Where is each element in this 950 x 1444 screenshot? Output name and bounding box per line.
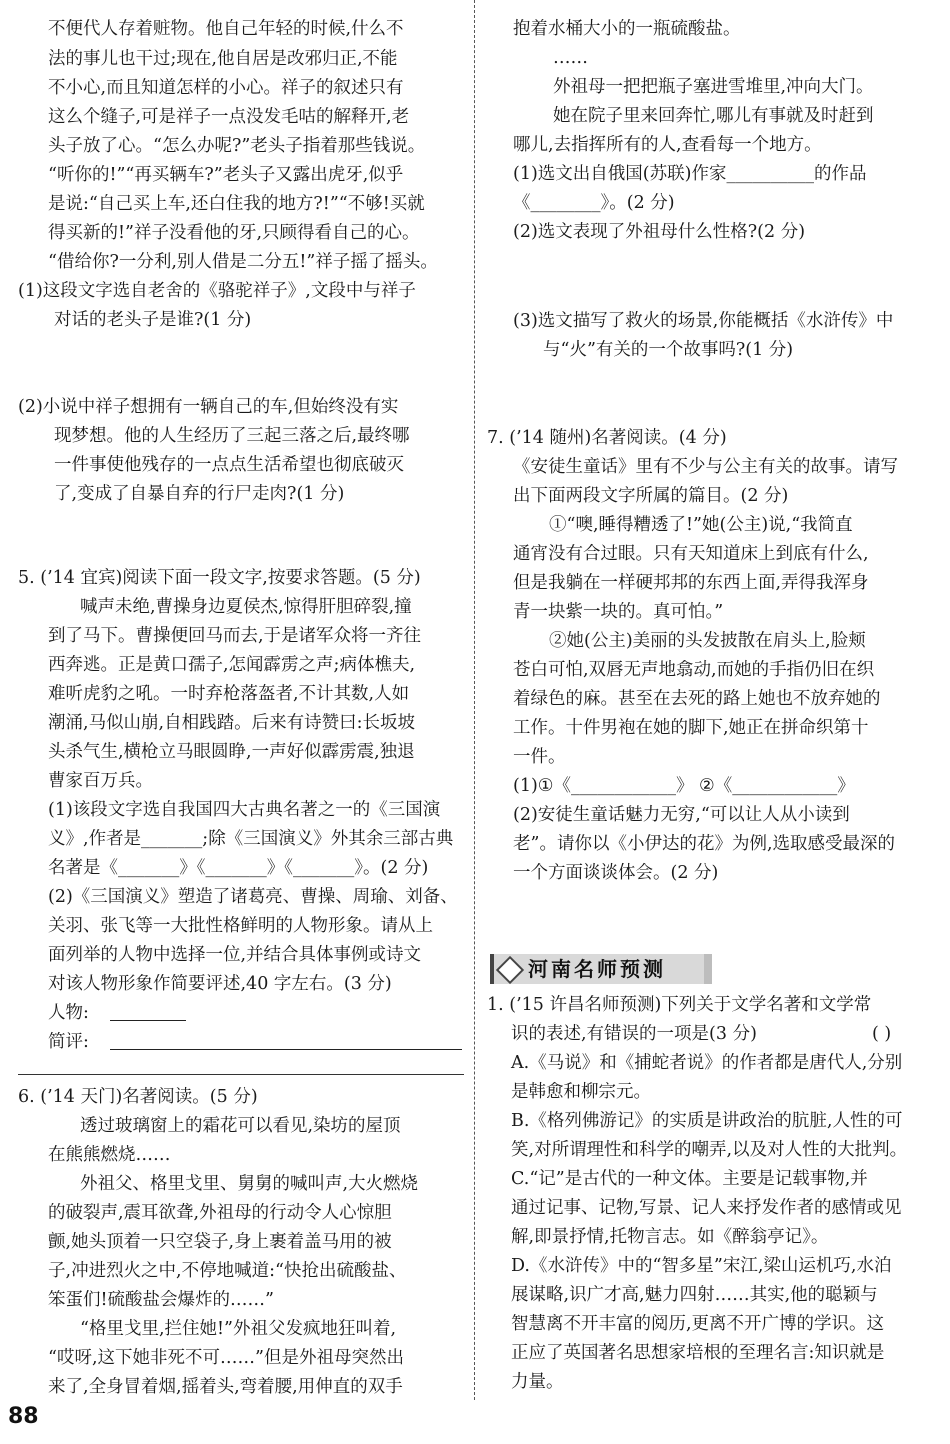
answer-blank[interactable] [110, 1020, 186, 1021]
option-d: 智慧离不开丰富的阅历,更离不开广博的学识。这 [511, 1314, 885, 1334]
page-number: 88 [8, 1404, 39, 1429]
text-line: 通宵没有合过眼。只有天知道床上到底有什么, [513, 544, 869, 564]
text-line: …… [553, 48, 588, 68]
text-line: 她在院子里来回奔忙,哪儿有事就及时赶到 [553, 106, 874, 126]
text-line: 外祖母一把把瓶子塞进雪堆里,冲向大门。 [553, 77, 874, 97]
answer-label-person: 人物: [48, 1003, 89, 1023]
option-c: C.“记”是古代的一种文体。主要是记载事物,并 [511, 1169, 868, 1189]
text-line: 抱着水桶大小的一瓶硫酸盐。 [513, 19, 741, 39]
answer-bracket[interactable]: ( ) [872, 1024, 892, 1044]
text-line: 不小心,而且知道怎样的小心。祥子的叙述只有 [48, 78, 404, 98]
question-item: 老”。请你以《小伊达的花》为例,选取感受最深的 [513, 834, 896, 854]
option-d: D.《水浒传》中的“智多星”宋江,梁山运机巧,水泊 [511, 1256, 892, 1276]
text-line: 潮涌,马似山崩,自相践踏。后来有诗赞曰:长坂坡 [48, 713, 416, 733]
question-item: (1)选文出自俄国(苏联)作家__________的作品 [513, 164, 867, 184]
text-line: 外祖父、格里戈里、舅舅的喊叫声,大火燃烧 [80, 1174, 419, 1194]
question-item: 关羽、张飞等一大批性格鲜明的人物形象。请从上 [48, 916, 433, 936]
text-line: 到了马下。曹操便回马而去,于是诸军众将一齐往 [48, 626, 422, 646]
option-b: B.《格列佛游记》的实质是讲政治的肮脏,人性的可 [511, 1111, 903, 1131]
text-line: 一件。 [513, 747, 566, 767]
question-item: 面列举的人物中选择一位,并结合具体事例或诗文 [48, 945, 422, 965]
question-item: 名著是《_______》《_______》《_______》。(2 分) [48, 858, 429, 878]
text-line: 《安徒生童话》里有不少与公主有关的故事。请写 [513, 457, 898, 477]
text-line: 苍白可怕,双唇无声地翕动,而她的手指仍旧在织 [513, 660, 875, 680]
question-item: 《________》。(2 分) [513, 193, 675, 213]
text-line: 出下面两段文字所属的篇目。(2 分) [513, 486, 789, 506]
answer-label-review: 简评: [48, 1032, 89, 1052]
question-item: (1)①《____________》 ②《____________》 [513, 776, 855, 796]
text-line: ①“噢,睡得糟透了!”她(公主)说,“我简直 [549, 515, 853, 535]
text-line: 难听虎豹之吼。一时弃枪落盔者,不计其数,人如 [48, 684, 410, 704]
column-divider [474, 0, 475, 1400]
text-line: 在熊熊燃烧…… [48, 1145, 171, 1165]
text-line: 是说:“自己买上车,还白住我的地方?!”“不够!买就 [48, 194, 425, 214]
text-line: “听你的!”“再买辆车?”老头子又露出虎牙,似乎 [48, 165, 404, 185]
text-line: 得买新的!”祥子没看他的牙,只顾得看自己的心。 [48, 223, 420, 243]
text-line: 不便代人存着赃物。他自己年轻的时候,什么不 [48, 19, 404, 39]
text-line: 头子放了心。“怎么办呢?”老头子指着那些钱说。 [48, 136, 426, 156]
text-line: 曹家百万兵。 [48, 771, 153, 791]
option-a: A.《马说》和《捕蛇者说》的作者都是唐代人,分别 [511, 1053, 903, 1073]
banner-tail [704, 954, 712, 984]
option-d: 力量。 [511, 1372, 564, 1392]
question-item: (2)《三国演义》塑造了诸葛亮、曹操、周瑜、刘备、 [48, 887, 458, 907]
text-line: “格里戈里,拦住她!”外祖父发疯地狂叫着, [80, 1319, 397, 1339]
question-item: (1)该段文字选自我国四大古典名著之一的《三国演 [48, 800, 441, 820]
question-item: 现梦想。他的人生经历了三起三落之后,最终哪 [54, 426, 410, 446]
question-item: (3)选文描写了救火的场景,你能概括《水浒传》中 [513, 311, 894, 331]
text-line: 西奔逃。正是黄口孺子,怎闻霹雳之声;病体樵夫, [48, 655, 416, 675]
question-item: 对该人物形象作简要评述,40 字左右。(3 分) [48, 974, 392, 994]
question-heading: 5. (’14 宜宾)阅读下面一段文字,按要求答题。(5 分) [18, 568, 421, 588]
question-item: 与“火”有关的一个故事吗?(1 分) [543, 340, 794, 360]
text-line: 子,冲进烈火之中,不停地喊道:“快抢出硫酸盐、 [48, 1261, 407, 1281]
text-line: 着绿色的麻。甚至在去死的路上她也不放弃她的 [513, 689, 881, 709]
question-heading: 1. (’15 许昌名师预测)下列关于文学名著和文学常 [487, 995, 872, 1015]
text-line: 颤,她头顶着一只空袋子,身上裹着盖马用的被 [48, 1232, 392, 1252]
diamond-icon [496, 956, 524, 984]
option-c: 通过记事、记物,写景、记人来抒发作者的感情或见 [511, 1198, 902, 1218]
question-item: 了,变成了自暴自弃的行尸走肉?(1 分) [54, 484, 345, 504]
option-d: 展谋略,识广才高,魅力四射……其实,他的聪颖与 [511, 1285, 878, 1305]
section-banner [490, 954, 704, 984]
section-divider [18, 1074, 464, 1075]
text-line: 来了,全身冒着烟,摇着头,弯着腰,用伸直的双手 [48, 1377, 403, 1397]
text-line: 哪儿,去指挥所有的人,查看每一个地方。 [513, 135, 822, 155]
question-heading: 7. (’14 随州)名著阅读。(4 分) [487, 428, 727, 448]
text-line: 工作。十件男袍在她的脚下,她正在拼命织第十 [513, 718, 869, 738]
option-a: 是韩愈和柳宗元。 [511, 1082, 651, 1102]
text-line: 头杀气生,横枪立马眼圆睁,一声好似霹雳震,独退 [48, 742, 415, 762]
text-line: “哎呀,这下她非死不可……”但是外祖母突然出 [48, 1348, 404, 1368]
text-line: 这么个缝子,可是祥子一点没发毛咕的解释开,老 [48, 107, 410, 127]
section-banner-title: 河南名师预测 [528, 957, 666, 981]
text-line: ②她(公主)美丽的头发披散在肩头上,脸颊 [549, 631, 866, 651]
text-line: 笨蛋们!硫酸盐会爆炸的……” [48, 1290, 274, 1310]
text-line: 青一块紫一块的。真可怕。” [513, 602, 724, 622]
text-line: 但是我躺在一样硬邦邦的东西上面,弄得我浑身 [513, 573, 869, 593]
text-line: 法的事儿也干过;现在,他自居是改邪归正,不能 [48, 49, 398, 69]
question-item: 对话的老头子是谁?(1 分) [54, 310, 252, 330]
question-item: (2)安徒生童话魅力无穷,“可以让人从小读到 [513, 805, 850, 825]
question-item: 识的表述,有错误的一项是(3 分) [511, 1024, 757, 1044]
text-line: 透过玻璃窗上的霜花可以看见,染坊的屋顶 [80, 1116, 401, 1136]
question-item: 一个方面谈谈体会。(2 分) [513, 863, 719, 883]
text-line: 喊声未绝,曹操身边夏侯杰,惊得肝胆碎裂,撞 [80, 597, 412, 617]
question-item: (2)小说中祥子想拥有一辆自己的车,但始终没有实 [18, 397, 399, 417]
question-item: (2)选文表现了外祖母什么性格?(2 分) [513, 222, 806, 242]
text-line: “借给你?一分利,别人借是二分五!”祥子摇了摇头。 [48, 252, 438, 272]
question-item: 一件事使他残存的一点点生活希望也彻底破灭 [54, 455, 404, 475]
question-heading: 6. (’14 天门)名著阅读。(5 分) [18, 1087, 258, 1107]
option-b: 笑,对所谓理性和科学的嘲弄,以及对人性的大批判。 [511, 1140, 908, 1160]
answer-blank[interactable] [110, 1049, 462, 1050]
question-item: (1)这段文字选自老舍的《骆驼祥子》,文段中与祥子 [18, 281, 416, 301]
text-line: 的破裂声,震耳欲聋,外祖母的行动令人心惊胆 [48, 1203, 392, 1223]
question-item: 义》,作者是_______;除《三国演义》外其余三部古典 [48, 829, 454, 849]
option-c: 解,即景抒情,托物言志。如《醉翁亭记》。 [511, 1227, 829, 1247]
option-d: 正应了英国著名思想家培根的至理名言:知识就是 [511, 1343, 885, 1363]
